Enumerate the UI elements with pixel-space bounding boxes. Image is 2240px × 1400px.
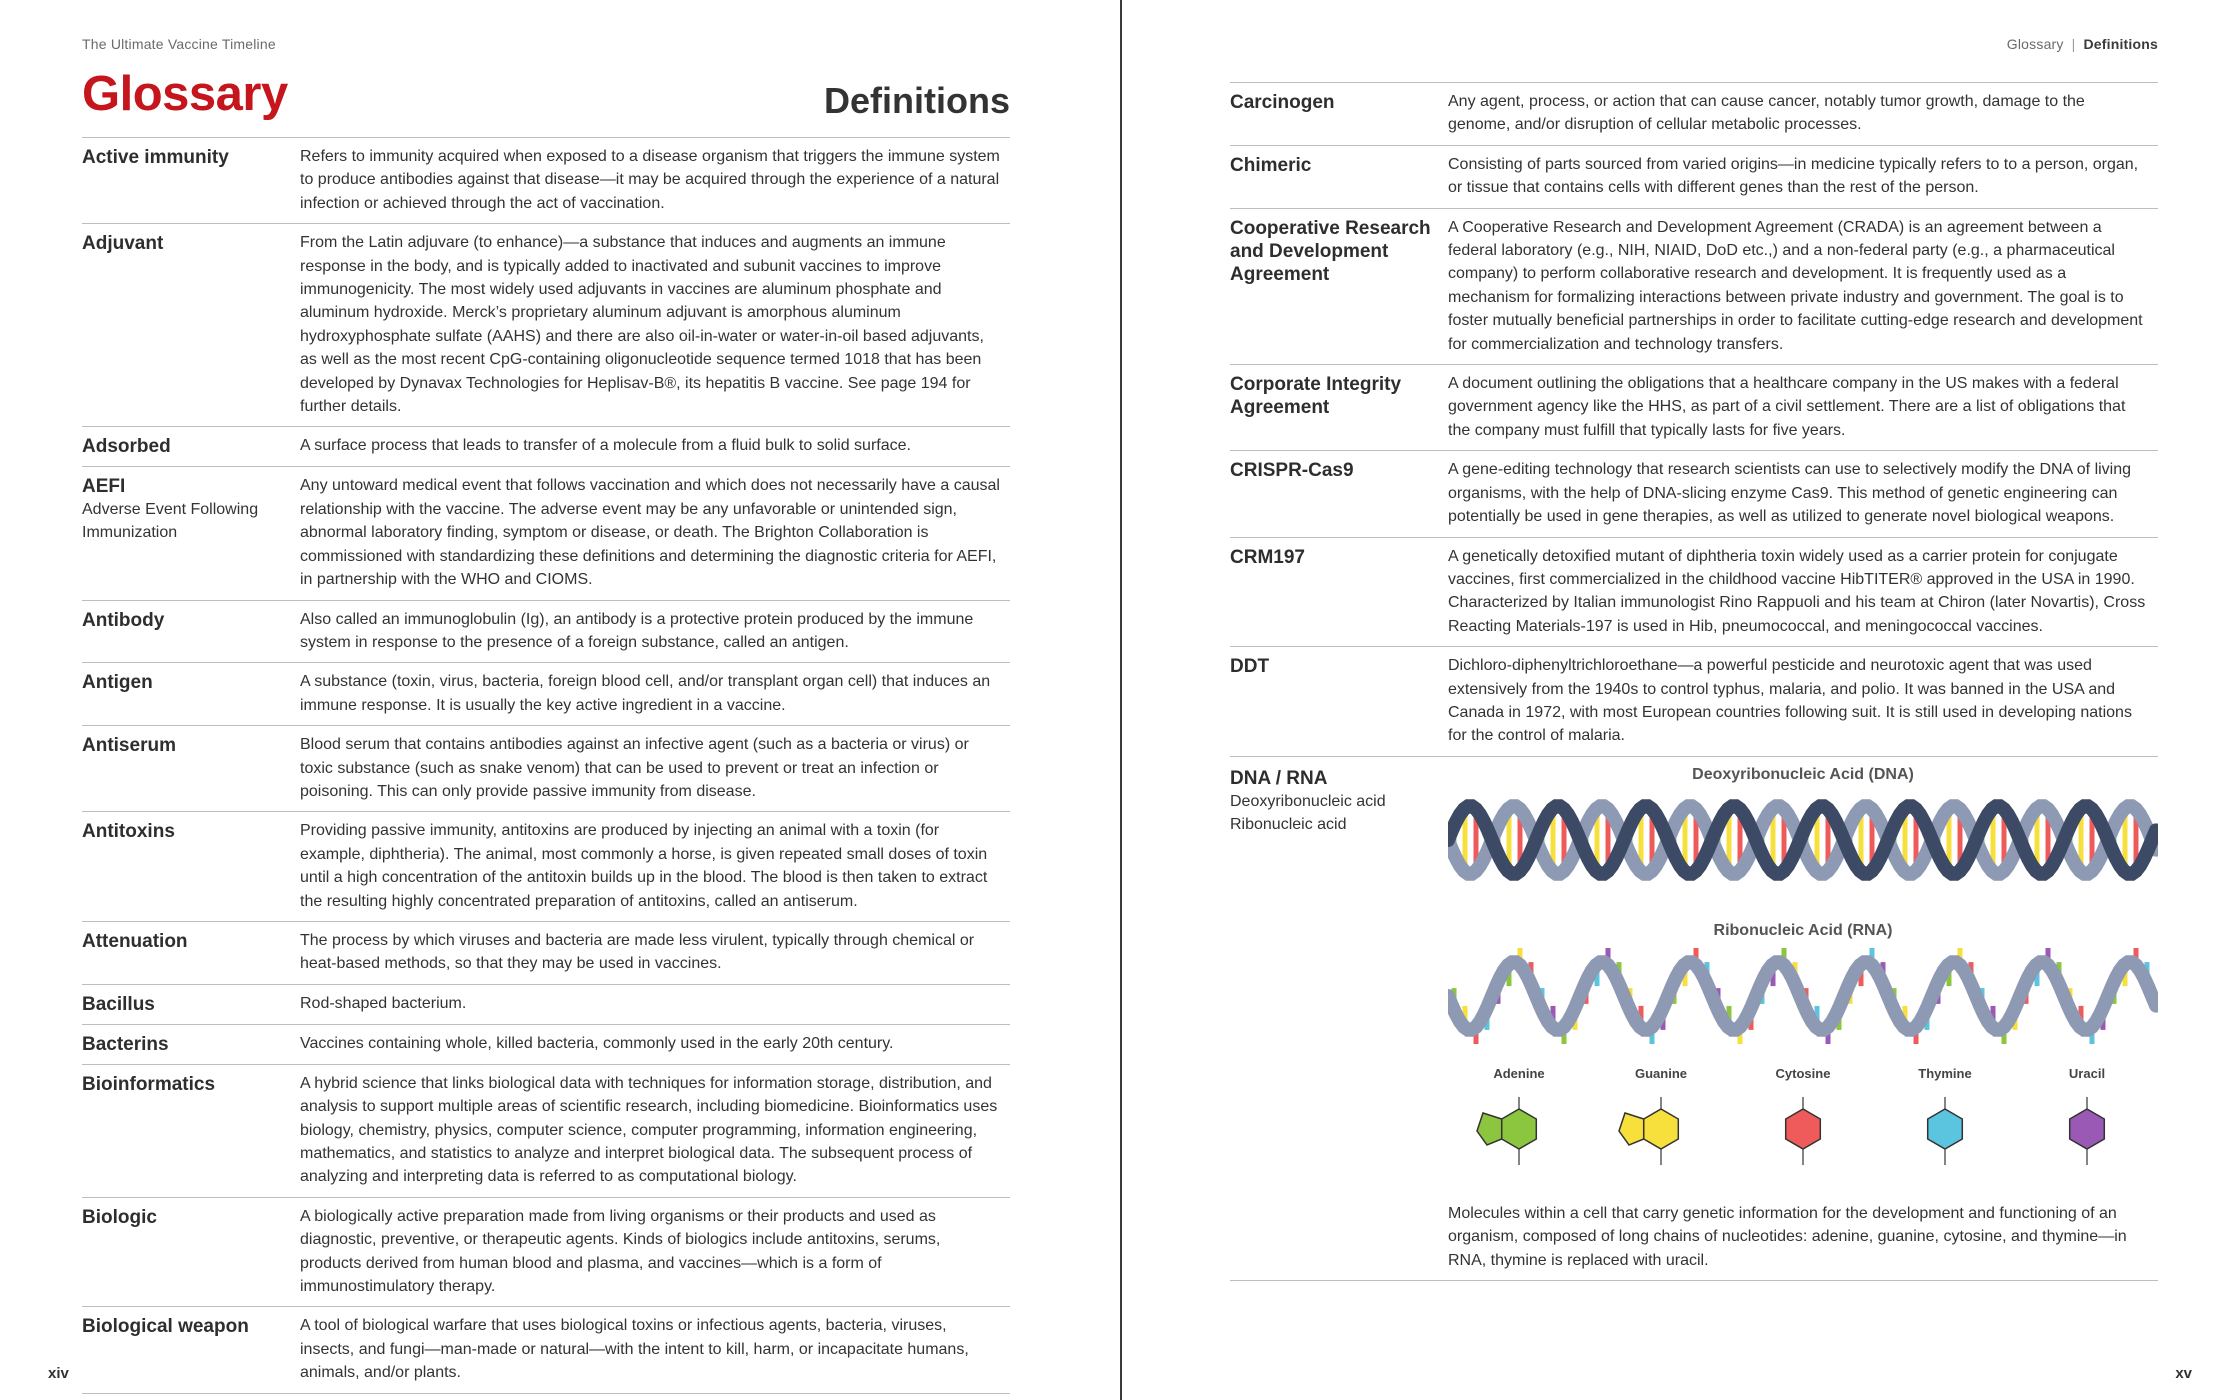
rna-figure-title: Ribonucleic Acid (RNA)	[1713, 921, 1893, 939]
entry-definition: A biologically active preparation made from living organisms or their products and used as diagnostic, preventive, or therapeutic agents. Kinds of biologics include antitoxins, serums, products derived from human blood and plasma, and vaccines—which is a form of immunostimulatory therapy.	[300, 1207, 941, 1296]
entry-term: CRM197	[1230, 546, 1305, 568]
running-head-separator: |	[2071, 36, 2076, 52]
entry-term: Carcinogen	[1230, 92, 1335, 113]
entry-definition: A gene-editing technology that research scientists can use to selectively modify the DNA of living organisms, with the help of DNA-slicing enzyme Cas9. This method of genetic engineering can potentially be used in gene therapies, as well as utilized to generate novel biological weapons.	[1448, 461, 2132, 526]
entry-term: Biological weapon	[82, 1316, 249, 1338]
entry-term: Attenuation	[82, 930, 188, 952]
molecule-ring	[1502, 1109, 1537, 1149]
glossary-entry	[1230, 538, 2158, 648]
entry-definition: Providing passive immunity, antitoxins are produced by injecting an animal with a toxin (for example, diphtheria). The animal, most commonly a horse, is given repeated small doses of toxin until a high concentration of the antitoxin builds up in the blood. The blood is then taken to extract the resulting highly concentrated preparation of antitoxins, called an antiserum.	[300, 822, 988, 910]
entry-definition: Blood serum that contains antibodies against an infective agent (such as a bacteria or virus) or toxic substance (such as snake venom) that can be used to prevent or treat an infection or poisoning. This can only provide passive immunity from disease.	[300, 736, 969, 800]
molecule-ring	[2070, 1109, 2105, 1149]
entry-definition: Refers to immunity acquired when exposed to a disease organism that triggers the immune system to produce antibodies against that disease—it may be acquired through the experience of a natural infection or achieved through the act of vaccination.	[300, 148, 1000, 212]
right-glossary-list	[1230, 82, 2158, 1281]
entry-term: Bacterins	[82, 1033, 169, 1055]
base-name: Cytosine	[1775, 1065, 1831, 1081]
dna-double-helix-illustration	[1448, 792, 2158, 888]
entry-term: Antigen	[82, 672, 153, 694]
glossary-entry	[82, 1025, 1010, 1065]
adenine-molecule-icon	[1464, 1081, 1574, 1181]
entry-term: Adjuvant	[82, 233, 164, 255]
entry-term: Cooperative Research and Development Agreement	[1230, 217, 1431, 285]
glossary-entry	[1230, 647, 2158, 757]
base-name: Adenine	[1493, 1065, 1545, 1081]
entry-term: Antiserum	[82, 735, 176, 757]
entry-term: Adsorbed	[82, 436, 171, 458]
dna-rna-definition: Molecules within a cell that carry genetic information for the development and functioning of an organism, composed of long chains of nucleotides: adenine, guanine, cytosine, and thymine—in RNA, thymine is replaced with uracil.	[1448, 1204, 2127, 1269]
molecule-ring	[1644, 1109, 1679, 1149]
glossary-entry	[82, 985, 1010, 1025]
nucleobase-row	[1448, 1066, 2158, 1186]
glossary-entry	[82, 427, 1010, 467]
entry-definition: A substance (toxin, virus, bacteria, foreign blood cell, and/or transplant organ cell) that induces an immune response. It is usually the key active ingredient in a vaccine.	[300, 673, 991, 714]
glossary-entry	[1230, 209, 2158, 365]
glossary-entry	[82, 138, 1010, 224]
entry-term: Biologic	[82, 1206, 157, 1228]
nucleobase-adenine	[1454, 1066, 1584, 1186]
running-head-right	[2007, 36, 2158, 52]
base-name: Thymine	[1918, 1065, 1972, 1081]
dna-rna-figure	[1448, 766, 2158, 1272]
entry-term: Active immunity	[82, 147, 229, 168]
entry-definition: A tool of biological warfare that uses biological toxins or infectious agents, bacteria, viruses, insects, and fungi—man-made or natural—with the intent to kill, harm, or incapacitate humans, animals, and/or plants.	[300, 1317, 969, 1382]
entry-term: Bioinformatics	[82, 1073, 216, 1095]
entry-term: DDT	[1230, 656, 1270, 678]
glossary-entry	[1230, 146, 2158, 209]
glossary-entry	[1230, 83, 2158, 146]
entry-subterm: Deoxyribonucleic acid	[1230, 792, 1386, 810]
glossary-title: Glossary	[82, 67, 288, 121]
glossary-entry	[82, 601, 1010, 664]
entry-term	[1230, 766, 1448, 1272]
entry-definition: A document outlining the obligations that a healthcare company in the US makes with a federal government agency like the HHS, as part of a civil settlement. There are a list of obligations that the company must fulfill that typically lasts for five years.	[1448, 375, 2126, 439]
dna-rna-entry	[1230, 757, 2158, 1281]
entry-term-main: DNA / RNA	[1230, 767, 1328, 789]
entry-term-main: AEFI	[82, 476, 126, 498]
uracil-molecule-icon	[2032, 1081, 2142, 1181]
nucleobase-cytosine	[1738, 1066, 1868, 1186]
entry-definition: Any agent, process, or action that can cause cancer, notably tumor growth, damage to the genome, and/or disruption of cellular metabolic processes.	[1448, 93, 2085, 134]
glossary-entry	[82, 922, 1010, 985]
running-head-left: The Ultimate Vaccine Timeline	[82, 36, 276, 52]
glossary-entry	[82, 467, 1010, 600]
glossary-entry	[82, 224, 1010, 427]
definitions-title: Definitions	[824, 80, 1010, 121]
molecule-ring	[1477, 1113, 1502, 1145]
entry-definition: A genetically detoxified mutant of diphtheria toxin widely used as a carrier protein for conjugate vaccines, first commercialized in the childhood vaccine HibTITER® approved in the USA in 1990. Characterized by Italian immunologist Rino Rappuoli and his team at Chiron (later Novartis), Cross Reacting Materials-197 is used in Hib, pneumococcal, and meningococcal vaccines.	[1448, 547, 2146, 635]
left-glossary-list	[82, 137, 1010, 1394]
cytosine-molecule-icon	[1748, 1081, 1858, 1181]
entry-definition: Dichloro-diphenyltrichloroethane—a powerful pesticide and neurotoxic agent that was used extensively from the 1940s to control typhus, malaria, and polio. It was banned in the USA and Canada in 1972, with most European countries following suit. It is still used in developing nations for the control of malaria.	[1448, 657, 2132, 745]
running-head-section: Glossary	[2006, 36, 2064, 52]
nucleobase-uracil	[2022, 1066, 2152, 1186]
entry-definition: Any untoward medical event that follows vaccination and which does not necessarily have a causal relationship with the vaccine. The adverse event may be any unfavorable or unintended sign, abnormal laboratory finding, symptom or disease, or death. The Brighton Collaboration is commissioned with standardizing these definitions and determining the diagnostic criteria for AEFI, in partnership with the WHO and CIOMS.	[300, 477, 1000, 589]
entry-definition: From the Latin adjuvare (to enhance)—a substance that induces and augments an immune response in the body, and is typically added to inactivated and subunit vaccines to improve immunogenicity. The most widely used adjuvants in vaccines are aluminum phosphate and aluminum hydroxide. Merck’s proprietary aluminum adjuvant is amorphous aluminum hydroxyphosphate sulfate (AAHS) and there are also oil-in-water or water-in-oil based adjuvants, as well as the most recent CpG-containing oligonucleotide sequence termed 1018 that has been developed by Dynavax Technologies for Heplisav-B®, its hepatitis B vaccine. See page 194 for further details.	[300, 234, 984, 416]
entry-definition: A hybrid science that links biological data with techniques for information storage, distribution, and analysis to support multiple areas of scientific research, including biomedicine. Bioinformatics uses biology, chemistry, physics, computer science, computer programming, information engineering, mathematics, and statistics to analyze and interpret biological data. The subsequent process of analyzing and interpreting data is referred to as computational biology.	[300, 1074, 998, 1186]
entry-definition: The process by which viruses and bacteria are made less virulent, typically through chemical or heat-based methods, so that they may be used in vaccines.	[300, 931, 975, 973]
guanine-molecule-icon	[1606, 1081, 1716, 1181]
molecule-ring	[1928, 1109, 1963, 1149]
entry-term: Antitoxins	[82, 821, 175, 843]
glossary-entry	[82, 1198, 1010, 1308]
glossary-entry	[82, 726, 1010, 812]
entry-subterm: Adverse Event Following Immunization	[82, 501, 259, 542]
entry-term: Corporate Integrity Agreement	[1230, 374, 1402, 419]
nucleobase-thymine	[1880, 1066, 2010, 1186]
molecule-ring	[1786, 1109, 1821, 1149]
rna-strand-illustration	[1448, 948, 2158, 1044]
nucleobase-guanine	[1596, 1066, 1726, 1186]
entry-definition: Also called an immunoglobulin (Ig), an antibody is a protective protein produced by the immune system in response to the presence of a foreign substance, called an antigen.	[300, 610, 974, 651]
entry-term	[82, 474, 300, 591]
entry-definition: A surface process that leads to transfer of a molecule from a fluid bulk to solid surface.	[300, 437, 911, 455]
page-number-left: xiv	[48, 1365, 69, 1382]
entry-term: CRISPR-Cas9	[1230, 460, 1354, 482]
glossary-entry	[1230, 365, 2158, 451]
dna-figure-title: Deoxyribonucleic Acid (DNA)	[1692, 765, 1914, 783]
entry-definition: Rod-shaped bacterium.	[300, 994, 467, 1012]
entry-definition: Consisting of parts sourced from varied origins—in medicine typically refers to to a person, organ, or tissue that contains cells with different genes than the rest of the person.	[1448, 155, 2139, 197]
glossary-entry	[82, 1307, 1010, 1393]
glossary-entry	[1230, 451, 2158, 537]
thymine-molecule-icon	[1890, 1081, 2000, 1181]
glossary-entry	[82, 812, 1010, 922]
entry-term: Chimeric	[1230, 154, 1312, 176]
glossary-entry	[82, 1065, 1010, 1198]
base-name: Uracil	[2068, 1065, 2106, 1081]
entry-subterm: Ribonucleic acid	[1230, 815, 1347, 833]
base-name: Guanine	[1634, 1065, 1687, 1081]
page-number-right: xv	[2175, 1365, 2192, 1382]
right-page	[1122, 0, 2240, 1400]
entry-definition: A Cooperative Research and Development Agreement (CRADA) is an agreement between a federal laboratory (e.g., NIH, NIAID, DoD etc.,) and a non-federal party (e.g., a pharmaceutical company) to perform collaborative research and development. It is frequently used as a mechanism for formalizing interactions between private industry and government. The goal is to foster mutually beneficial partnerships in order to facilitate cutting-edge research and development for commercialization and technology transfers.	[1448, 218, 2143, 353]
backbone-strand	[1448, 962, 2156, 1029]
molecule-ring	[1619, 1113, 1644, 1145]
glossary-entry	[82, 663, 1010, 726]
entry-term: Antibody	[82, 609, 165, 631]
running-head-current: Definitions	[2083, 36, 2158, 52]
entry-definition: Vaccines containing whole, killed bacteria, commonly used in the early 20th century.	[300, 1034, 894, 1052]
entry-term: Bacillus	[82, 993, 155, 1015]
